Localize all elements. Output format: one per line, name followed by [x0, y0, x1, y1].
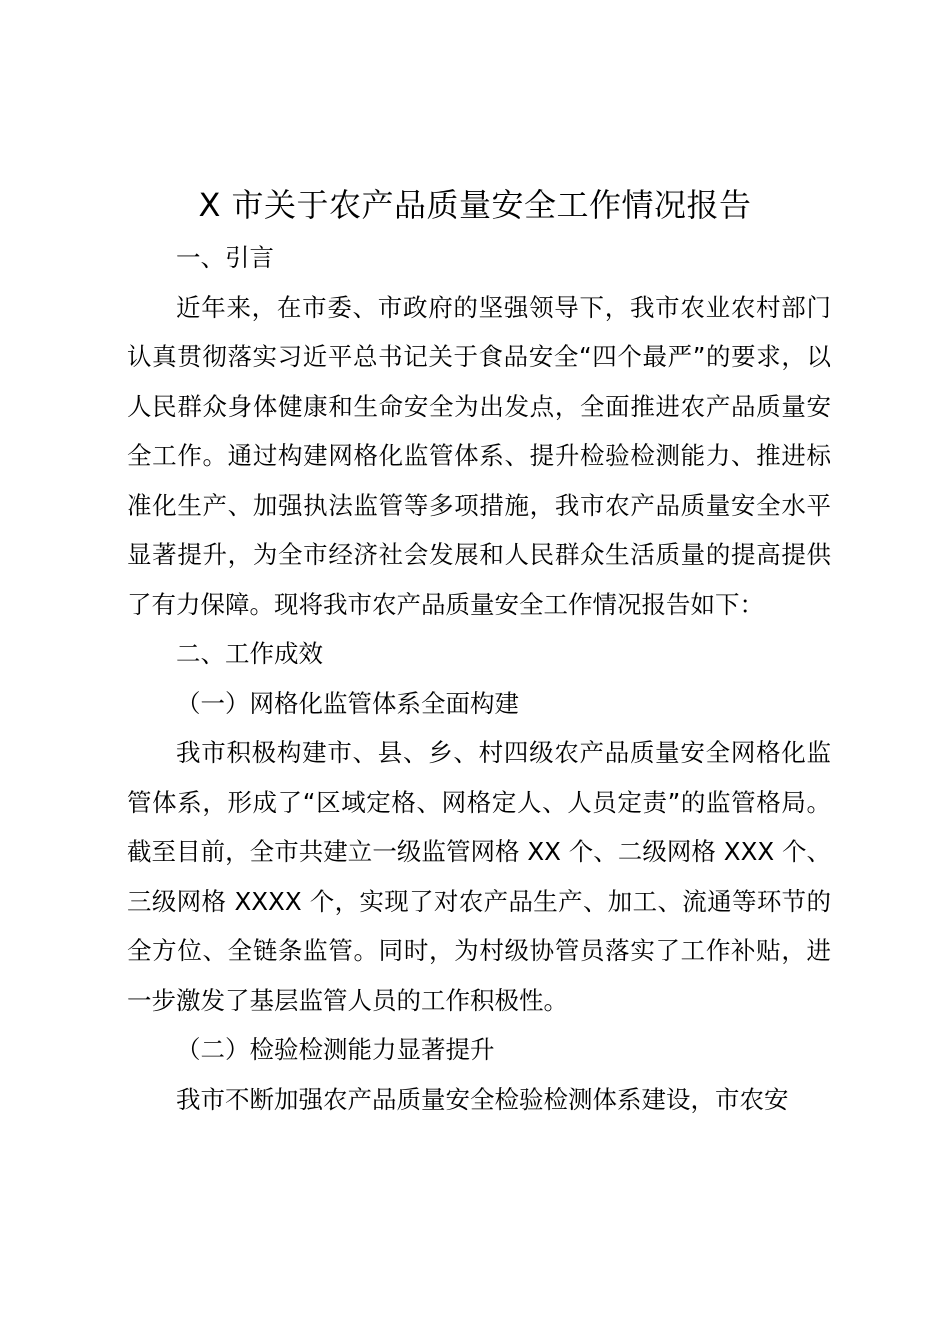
- paragraph-testing-capacity: 我市不断加强农产品质量安全检验检测体系建设，市农安: [176, 1084, 789, 1114]
- document-title: X 市关于农产品质量安全工作情况报告: [198, 186, 752, 224]
- section-heading-achievements: 二、工作成效: [176, 639, 323, 668]
- paragraph-intro: 近年来，在市委、市政府的坚强领导下，我市农业农村部门认真贯彻落实习近平总书记关于食品安全“四个最严”的要求，以人民群众身体健康和生命安全为出发点，全面推进农产品质量安全工作。通过构建网格化监管体系、提升检验检测能力、推进标准化生产、加强执法监管等多项措施，我市农产品质量安全水平显著提升，为全市经济社会发展和人民群众生活质量的提高提供了有力保障。现将我市农产品质量安全工作情况报告如下：: [127, 292, 831, 619]
- section-heading-intro: 一、引言: [176, 243, 274, 272]
- document-body: [127, 233, 831, 1124]
- paragraph-grid-supervision: 我市积极构建市、县、乡、村四级农产品质量安全网格化监管体系，形成了“区域定格、网格定人、人员定责”的监管格局。截至目前，全市共建立一级监管网格 XX 个、二级网格 XXX 个、三级网格 XXXX 个，实现了对农产品生产、加工、流通等环节的全方位、全链条监管。同时，为村级协管员落实了工作补贴，进一步激发了基层监管人员的工作积极性。: [127, 738, 831, 1015]
- subsection-heading-testing-capacity: （二）检验检测能力显著提升: [176, 1035, 495, 1064]
- subsection-heading-grid-supervision: （一）网格化监管体系全面构建: [176, 688, 519, 718]
